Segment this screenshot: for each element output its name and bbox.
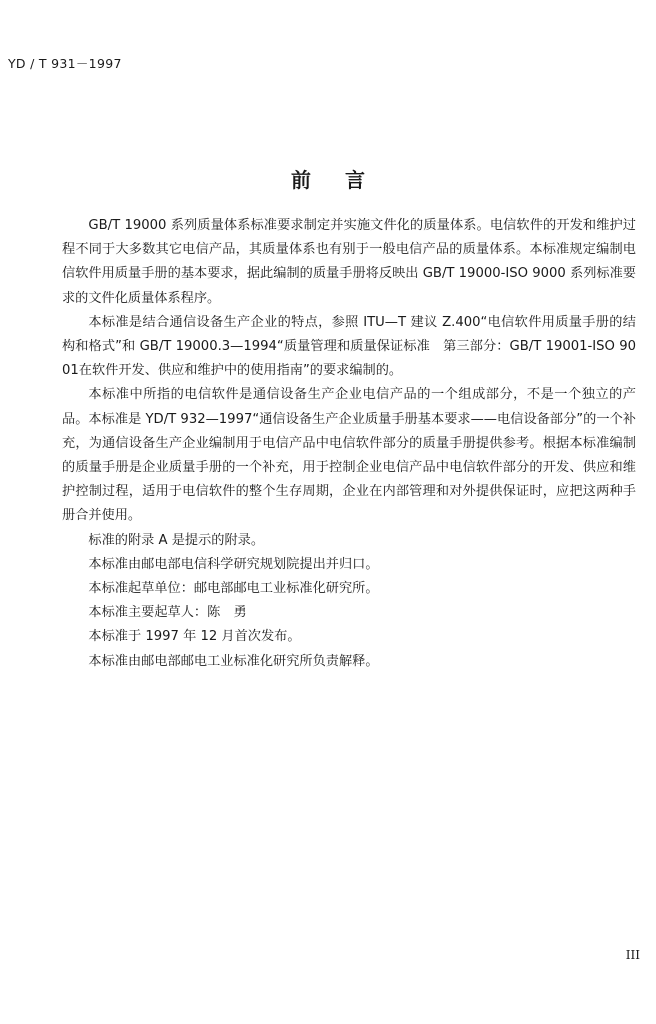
- paragraph: 本标准由邮电部邮电工业标准化研究所负责解释。: [88, 653, 379, 669]
- standard-code-header: YD / T 931－1997: [8, 56, 122, 71]
- paragraph: 本标准主要起草人：陈 勇: [88, 605, 247, 621]
- document-body: [62, 214, 636, 674]
- paragraph: 标准的附录 A 是提示的附录。: [88, 532, 265, 548]
- page-number: III: [625, 948, 640, 962]
- paragraph: 本标准是结合通信设备生产企业的特点，参照 ITU—T 建议 Z.400“电信软件用质量手册的结构和格式”和 GB/T 19000.3—1994“质量管理和质量保证标准 第三部分：GB/T 19001-ISO 9001在软件开发、供应和维护中的使用指南”的要求编制的。: [62, 314, 636, 379]
- paragraph: 本标准由邮电部电信科学研究规划院提出并归口。: [88, 556, 379, 572]
- page-title: 前言: [291, 168, 399, 192]
- paragraph: 本标准于 1997 年 12 月首次发布。: [88, 629, 301, 645]
- paragraph: 本标准起草单位：邮电部邮电工业标准化研究所。: [88, 581, 379, 597]
- paragraph: GB/T 19000 系列质量体系标准要求制定并实施文件化的质量体系。电信软件的开发和维护过程不同于大多数其它电信产品，其质量体系也有别于一般电信产品的质量体系。本标准规定编制电信软件用质量手册的基本要求，据此编制的质量手册将反映出 GB/T 19000-ISO 9000 系列标准要求的文件化质量体系程序。: [62, 218, 636, 306]
- paragraph: 本标准中所指的电信软件是通信设备生产企业电信产品的一个组成部分，不是一个独立的产品。本标准是 YD/T 932—1997“通信设备生产企业质量手册基本要求——电信设备部分”的一个补充，为通信设备生产企业编制用于电信产品中电信软件部分的质量手册提供参考。根据本标准编制的质量手册是企业质量手册的一个补充，用于控制企业电信产品中电信软件部分的开发、供应和维护控制过程，适用于电信软件的整个生存周期，企业在内部管理和对外提供保证时，应把这两种手册合并使用。: [62, 387, 636, 524]
